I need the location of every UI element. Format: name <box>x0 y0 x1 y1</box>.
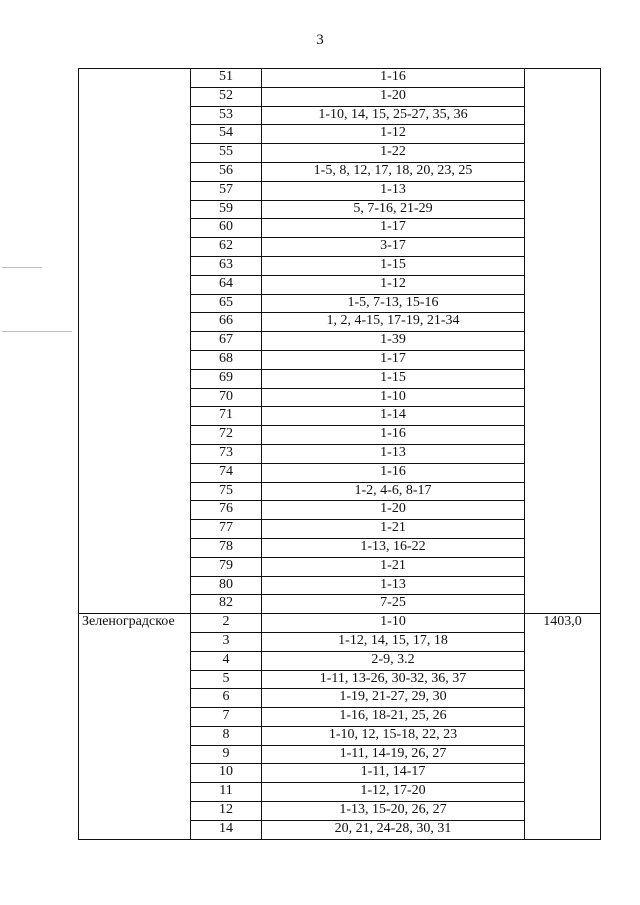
quarter-number-cell: 52 <box>191 87 262 106</box>
plots-cell: 1-21 <box>262 557 525 576</box>
quarter-number-cell: 65 <box>191 294 262 313</box>
plots-cell: 1-16 <box>262 69 525 88</box>
plots-cell: 2-9, 3.2 <box>262 651 525 670</box>
plots-cell: 1-13 <box>262 444 525 463</box>
document-table <box>78 68 601 840</box>
plots-cell: 1-14 <box>262 407 525 426</box>
plots-cell: 7-25 <box>262 595 525 614</box>
plots-cell: 1-10, 12, 15-18, 22, 23 <box>262 726 525 745</box>
quarter-number-cell: 63 <box>191 256 262 275</box>
quarter-number-cell: 70 <box>191 388 262 407</box>
quarter-number-cell: 7 <box>191 708 262 727</box>
scan-artifact <box>2 267 42 268</box>
plots-cell: 1-2, 4-6, 8-17 <box>262 482 525 501</box>
quarter-number-cell: 67 <box>191 332 262 351</box>
plots-cell: 20, 21, 24-28, 30, 31 <box>262 820 525 839</box>
plots-cell: 1-12 <box>262 125 525 144</box>
plots-cell: 1-15 <box>262 256 525 275</box>
plots-cell: 1-12, 17-20 <box>262 783 525 802</box>
plots-cell: 1-13 <box>262 181 525 200</box>
quarter-number-cell: 73 <box>191 444 262 463</box>
quarter-number-cell: 74 <box>191 463 262 482</box>
quarter-number-cell: 2 <box>191 614 262 633</box>
plots-cell: 1-17 <box>262 350 525 369</box>
quarter-number-cell: 77 <box>191 520 262 539</box>
plots-cell: 1-13, 15-20, 26, 27 <box>262 802 525 821</box>
plots-cell: 1-11, 14-17 <box>262 764 525 783</box>
table-row <box>79 69 601 88</box>
quarter-number-cell: 14 <box>191 820 262 839</box>
quarter-number-cell: 12 <box>191 802 262 821</box>
quarter-number-cell: 68 <box>191 350 262 369</box>
plots-cell: 1-17 <box>262 219 525 238</box>
table-row <box>79 614 601 633</box>
plots-cell: 1-13 <box>262 576 525 595</box>
page-number: 3 <box>316 32 324 48</box>
plots-cell: 1-10 <box>262 614 525 633</box>
quarter-number-cell: 71 <box>191 407 262 426</box>
quarter-number-cell: 69 <box>191 369 262 388</box>
quarter-number-cell: 56 <box>191 162 262 181</box>
quarter-number-cell: 6 <box>191 689 262 708</box>
quarter-number-cell: 60 <box>191 219 262 238</box>
area-cell <box>525 69 601 614</box>
plots-cell: 1-20 <box>262 501 525 520</box>
quarter-number-cell: 11 <box>191 783 262 802</box>
plots-cell: 1-11, 13-26, 30-32, 36, 37 <box>262 670 525 689</box>
quarter-number-cell: 66 <box>191 313 262 332</box>
scan-artifact <box>2 331 72 332</box>
quarter-number-cell: 79 <box>191 557 262 576</box>
quarter-number-cell: 64 <box>191 275 262 294</box>
plots-cell: 1-10, 14, 15, 25-27, 35, 36 <box>262 106 525 125</box>
quarter-number-cell: 78 <box>191 538 262 557</box>
plots-cell: 1, 2, 4-15, 17-19, 21-34 <box>262 313 525 332</box>
quarter-number-cell: 57 <box>191 181 262 200</box>
district-cell: Зеленоградское <box>79 614 191 840</box>
quarter-number-cell: 62 <box>191 238 262 257</box>
plots-cell: 1-20 <box>262 87 525 106</box>
plots-cell: 1-15 <box>262 369 525 388</box>
plots-cell: 1-13, 16-22 <box>262 538 525 557</box>
quarter-number-cell: 3 <box>191 632 262 651</box>
quarter-number-cell: 76 <box>191 501 262 520</box>
plots-cell: 5, 7-16, 21-29 <box>262 200 525 219</box>
quarter-number-cell: 4 <box>191 651 262 670</box>
plots-cell: 1-39 <box>262 332 525 351</box>
plots-cell: 1-11, 14-19, 26, 27 <box>262 745 525 764</box>
plots-cell: 1-21 <box>262 520 525 539</box>
plots-cell: 3-17 <box>262 238 525 257</box>
quarter-number-cell: 80 <box>191 576 262 595</box>
quarter-number-cell: 9 <box>191 745 262 764</box>
table-body <box>79 69 601 840</box>
quarter-number-cell: 75 <box>191 482 262 501</box>
plots-cell: 1-12, 14, 15, 17, 18 <box>262 632 525 651</box>
quarter-number-cell: 54 <box>191 125 262 144</box>
area-cell: 1403,0 <box>525 614 601 840</box>
quarter-number-cell: 10 <box>191 764 262 783</box>
plots-cell: 1-5, 7-13, 15-16 <box>262 294 525 313</box>
district-cell <box>79 69 191 614</box>
quarter-number-cell: 82 <box>191 595 262 614</box>
plots-cell: 1-10 <box>262 388 525 407</box>
plots-cell: 1-16, 18-21, 25, 26 <box>262 708 525 727</box>
quarter-number-cell: 59 <box>191 200 262 219</box>
quarter-number-cell: 5 <box>191 670 262 689</box>
quarter-number-cell: 8 <box>191 726 262 745</box>
quarter-number-cell: 72 <box>191 426 262 445</box>
quarter-number-cell: 51 <box>191 69 262 88</box>
quarter-number-cell: 53 <box>191 106 262 125</box>
plots-cell: 1-19, 21-27, 29, 30 <box>262 689 525 708</box>
plots-cell: 1-16 <box>262 463 525 482</box>
quarter-number-cell: 55 <box>191 144 262 163</box>
plots-cell: 1-22 <box>262 144 525 163</box>
plots-cell: 1-5, 8, 12, 17, 18, 20, 23, 25 <box>262 162 525 181</box>
plots-cell: 1-12 <box>262 275 525 294</box>
plots-cell: 1-16 <box>262 426 525 445</box>
